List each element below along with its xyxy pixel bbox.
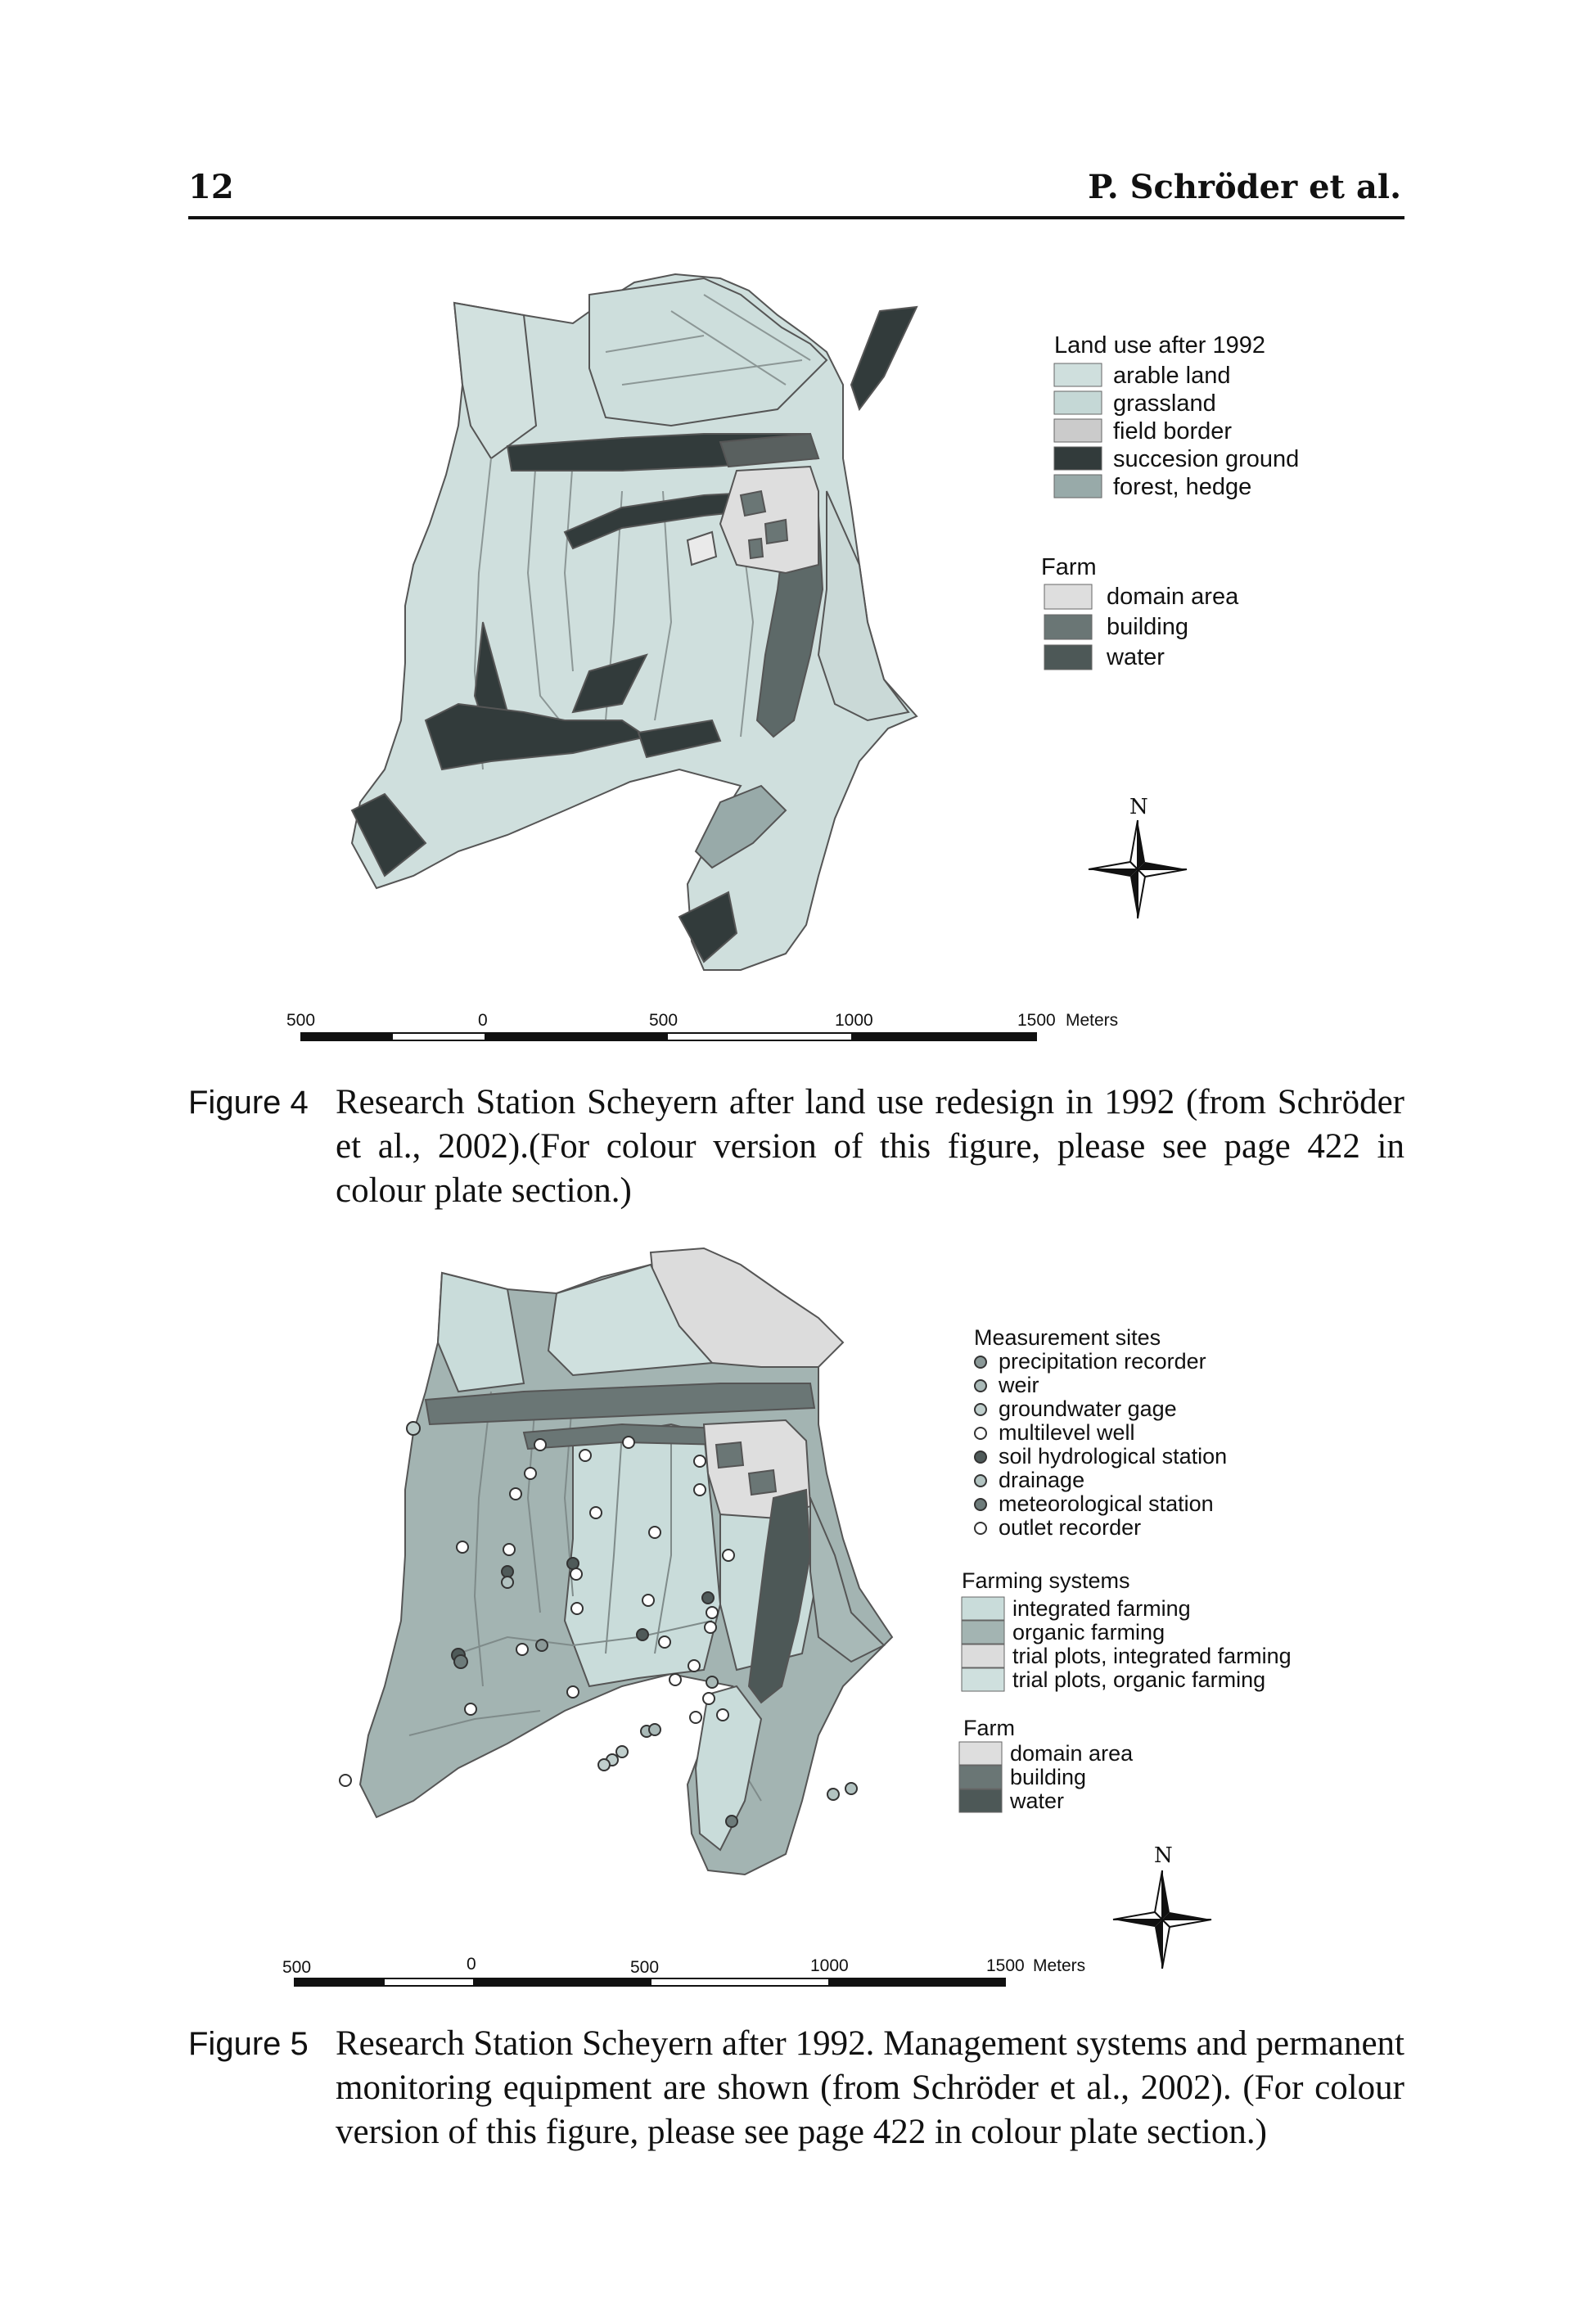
legend-land-item: arable land <box>1113 363 1231 389</box>
legend-farm-title: Farm <box>963 1716 1015 1740</box>
legend-land-item: field border <box>1113 418 1233 444</box>
figure-5-north-arrow <box>1113 1843 1211 1969</box>
legend-sites-title: Measurement sites <box>974 1325 1161 1350</box>
legend-farm-item: water <box>1010 1789 1065 1813</box>
site-marker <box>975 1428 986 1439</box>
scale-unit: Meters <box>1033 1956 1086 1975</box>
legend-system-item: trial plots, integrated farming <box>1012 1644 1292 1668</box>
legend-land-title: Land use after 1992 <box>1054 332 1265 359</box>
north-label: N <box>1129 795 1148 819</box>
figure-4-scale-bar <box>286 1011 1118 1040</box>
legend-site-item: weir <box>999 1373 1039 1397</box>
figure-5-map <box>0 1228 1596 2030</box>
page-number: 12 <box>188 168 234 206</box>
legend-site-item: outlet recorder <box>999 1515 1142 1540</box>
legend-farm-item: building <box>1010 1765 1087 1789</box>
legend-site-item: groundwater gage <box>999 1396 1177 1421</box>
figure-5-caption-text: Research Station Scheyern after 1992. Management systems and permanent monitoring equipment are shown (from Schröder et al., 2002). (For colour version of this figure, please see page 422 in colour plate section.) <box>336 2024 1404 2151</box>
figure-5-map-fields <box>360 1248 892 1875</box>
swatch-building <box>959 1766 1002 1789</box>
swatch-trial-plots-integrated <box>962 1645 1004 1667</box>
legend-land-item: succesion ground <box>1113 446 1300 472</box>
scale-tick-label: 500 <box>630 1958 660 1977</box>
figure-4-caption-label: Figure 4 <box>188 1085 309 1121</box>
scale-tick-label: 1500 <box>986 1956 1025 1975</box>
legend-site-item: precipitation recorder <box>999 1349 1206 1374</box>
running-header-authors: P. Schröder et al. <box>1088 168 1401 206</box>
swatch-arable-land <box>1054 363 1102 386</box>
site-marker <box>975 1380 986 1392</box>
legend-farm-item: domain area <box>1107 584 1239 610</box>
legend-site-item: meteorological station <box>999 1491 1214 1516</box>
legend-site-item: soil hydrological station <box>999 1444 1228 1469</box>
figure-5-scale-bar <box>282 1955 1085 1986</box>
scale-tick-label: 500 <box>286 1011 316 1030</box>
swatch-integrated-farming <box>962 1597 1004 1620</box>
swatch-water <box>959 1789 1002 1812</box>
figure-4-caption-text: Research Station Scheyern after land use redesign in 1992 (from Schröder et al., 2002).(For colour version of this figure, please see page 422 in colour plate section.) <box>336 1083 1404 1210</box>
site-marker <box>975 1475 986 1487</box>
legend-farm-title: Farm <box>1041 554 1097 580</box>
site-marker <box>975 1499 986 1510</box>
legend-farm-item: building <box>1107 614 1188 640</box>
swatch-forest-hedge <box>1054 475 1102 498</box>
legend-system-item: integrated farming <box>1012 1596 1191 1621</box>
legend-system-item: organic farming <box>1012 1620 1165 1645</box>
legend-site-item: multilevel well <box>999 1420 1135 1445</box>
legend-systems-title: Farming systems <box>962 1568 1130 1593</box>
figure-5-legend-farming-systems <box>962 1568 1292 1692</box>
figure-5 <box>0 1228 1596 2030</box>
scale-unit: Meters <box>1066 1011 1119 1030</box>
scale-tick-label: 1000 <box>835 1011 873 1030</box>
scale-tick-label: 500 <box>282 1958 312 1977</box>
figure-4-north-arrow <box>1089 795 1187 918</box>
swatch-trial-plots-organic <box>962 1668 1004 1691</box>
north-label: N <box>1154 1843 1173 1868</box>
figure-4 <box>0 0 1596 1089</box>
figure-5-legend-farm <box>959 1716 1134 1813</box>
swatch-field-border <box>1054 419 1102 442</box>
swatch-organic-farming <box>962 1621 1004 1644</box>
scale-tick-label: 0 <box>478 1011 488 1030</box>
swatch-domain-area <box>959 1742 1002 1765</box>
swatch-succession-ground <box>1054 447 1102 470</box>
legend-farm-item: water <box>1107 644 1165 670</box>
legend-land-item: forest, hedge <box>1113 474 1252 500</box>
legend-farm-item: domain area <box>1010 1741 1134 1766</box>
figure-4-map <box>0 0 1596 1089</box>
figure-4-map-fields <box>352 274 917 970</box>
figure-4-caption <box>188 1081 1404 1213</box>
site-marker <box>975 1404 986 1415</box>
scale-tick-label: 0 <box>467 1955 476 1974</box>
figure-5-caption-label: Figure 5 <box>188 2026 309 2062</box>
swatch-building <box>1044 615 1092 639</box>
site-marker <box>975 1356 986 1368</box>
site-marker <box>975 1451 986 1463</box>
scale-tick-label: 500 <box>649 1011 679 1030</box>
legend-site-item: drainage <box>999 1468 1085 1492</box>
figure-5-legend-measurement-sites <box>974 1325 1227 1540</box>
legend-system-item: trial plots, organic farming <box>1012 1667 1266 1692</box>
swatch-water <box>1044 645 1092 670</box>
scale-tick-label: 1000 <box>810 1956 849 1975</box>
figure-5-caption <box>188 2022 1404 2154</box>
figure-4-legend-land-use <box>1054 332 1299 500</box>
site-marker <box>975 1523 986 1534</box>
legend-land-item: grassland <box>1113 390 1216 417</box>
figure-4-legend-farm <box>1041 554 1239 670</box>
swatch-grassland <box>1054 391 1102 414</box>
scale-tick-label: 1500 <box>1017 1011 1056 1030</box>
swatch-domain-area <box>1044 584 1092 609</box>
